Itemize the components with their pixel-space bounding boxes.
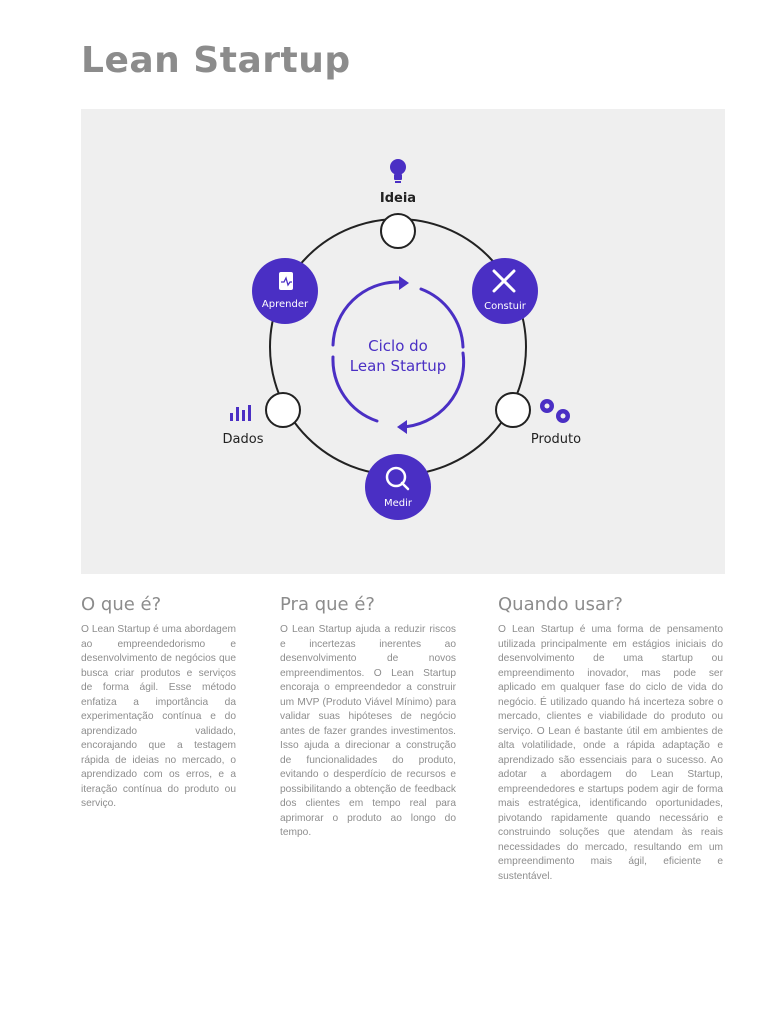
section-body: O Lean Startup é uma forma de pensamento utilizada principalmente em estágios iniciais do desenvolvimento de uma startup ou empreendimento inovador, mas pode ser aplicado em qualquer fase do ciclo de vida do negócio. É utilizado quando há incerteza sobre o mercado, clientes e viabilidade do produto ou serviço. O Lean é bastante útil em ambientes de alta volatilidade, onde a rápida adaptação e aprendizado são essenciais para o sucesso. Ao adotar a abordagem do Lean Startup, empreendedores e startups podem agir de forma mais estratégica, identificando oportunidades, pivotando rapidamente quando necessário e construindo soluções que atendam às reais necessidades do mercado, resultando em um empreendimento mais ágil, eficiente e sustentável. — [498, 624, 723, 882]
node-produto-label: Produto — [530, 432, 582, 447]
node-ideia-label: Ideia — [379, 191, 417, 206]
section-heading: Pra que é? — [280, 594, 375, 615]
node-medir-label: Medir — [383, 498, 413, 509]
node-produto — [496, 393, 530, 427]
center-title-line2: Lean Startup — [349, 357, 447, 375]
section-body: O Lean Startup é uma abordagem ao empreendedorismo e desenvolvimento de negócios que busca criar produtos e serviços de forma ágil. Esse método enfatiza a importância da experimentação contínua e do aprendizado validado, encorajando que a testagem rápida de ideias no mercado, o aprendizado com os erros, e a iteração contínua do produto ou serviço. — [81, 624, 236, 809]
node-ideia — [381, 214, 415, 248]
gears-icon — [540, 399, 570, 423]
page-title: Lean Startup — [81, 40, 351, 81]
section-o-que-e — [81, 594, 236, 812]
node-construir — [472, 258, 538, 324]
section-heading: O que é? — [81, 594, 162, 615]
section-pra-que-e — [280, 594, 456, 841]
lightbulb-icon — [390, 159, 406, 183]
node-aprender-label: Aprender — [261, 299, 309, 310]
lean-cycle-diagram — [81, 109, 725, 574]
center-title-line1: Ciclo do — [368, 337, 428, 355]
document-icon — [279, 272, 293, 290]
node-dados — [266, 393, 300, 427]
node-aprender — [252, 258, 318, 324]
bar-chart-icon — [230, 405, 251, 421]
section-body: O Lean Startup ajuda a reduzir riscos e incertezas inerentes ao desenvolvimento de novos empreendimentos. O Lean Startup encoraja o empreendedor a construir um MVP (Produto Viável Mínimo) para validar suas hipóteses de negócio antes de fazer grandes investimentos. Isso ajuda a direcionar a construção de funcionalidades do produto, evitando o desperdício de recursos e possibilitando a obtenção de feedback dos clientes em tempo real para aprimorar o produto ao longo do tempo. — [280, 624, 456, 838]
center-arrowhead-bottom — [397, 420, 407, 434]
center-arrowhead-top — [399, 276, 409, 290]
node-dados-label: Dados — [222, 432, 264, 447]
center-arrow-top — [333, 282, 398, 345]
section-quando-usar — [498, 594, 723, 884]
section-heading: Quando usar? — [498, 594, 623, 615]
node-construir-label: Constuir — [484, 301, 526, 312]
